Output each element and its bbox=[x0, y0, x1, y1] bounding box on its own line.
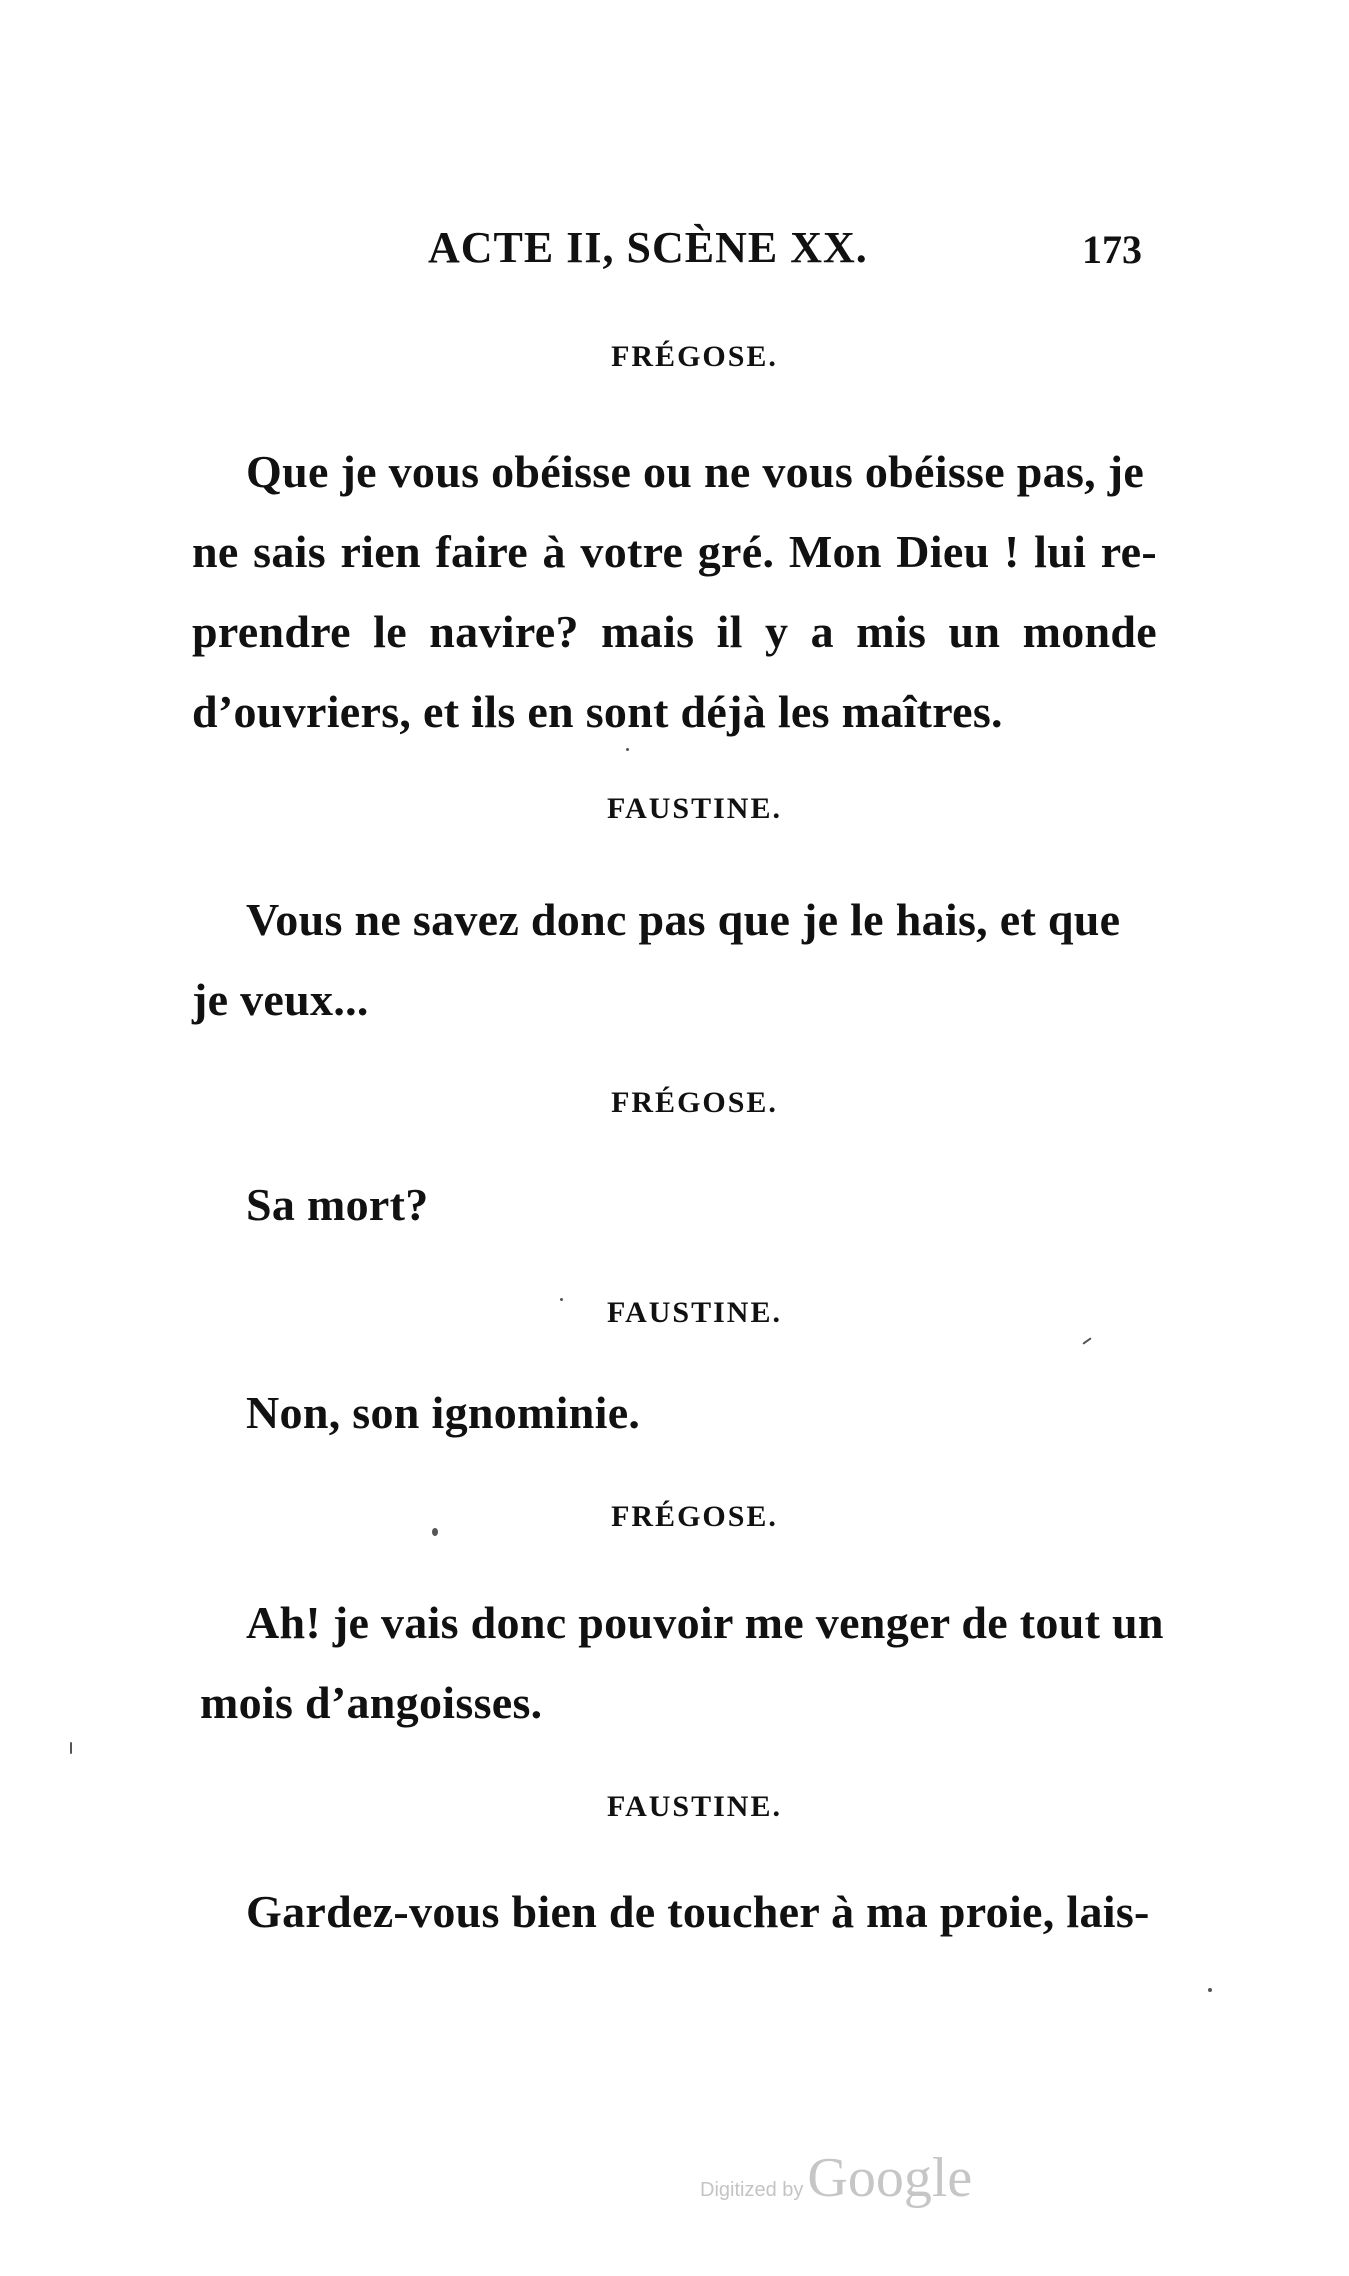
dialogue-line: Non, son ignominie. bbox=[246, 1387, 641, 1438]
speaker-name: FAUSTINE. bbox=[607, 1296, 782, 1329]
dialogue-line: mois d’angoisses. bbox=[200, 1677, 543, 1728]
google-logo: Google bbox=[807, 2147, 973, 2209]
dialogue-line: Gardez-vous bien de toucher à ma proie, lais- bbox=[246, 1886, 1150, 1937]
dialogue-line: Ah! je vais donc pouvoir me venger de tout un bbox=[246, 1597, 1164, 1648]
speaker-name: FAUSTINE. bbox=[607, 792, 782, 825]
page-header bbox=[0, 222, 1349, 282]
dialogue-line: je veux... bbox=[192, 974, 369, 1025]
scan-speck bbox=[432, 1528, 438, 1536]
speaker-name: FRÉGOSE. bbox=[611, 340, 778, 373]
scan-speck bbox=[1082, 1337, 1091, 1344]
dialogue-line: Sa mort? bbox=[246, 1179, 429, 1230]
speaker-name: FRÉGOSE. bbox=[611, 1500, 778, 1533]
speaker-name: FAUSTINE. bbox=[607, 1790, 782, 1823]
scan-speck bbox=[70, 1742, 72, 1754]
dialogue-line: prendre le navire? mais il y a mis un monde bbox=[192, 606, 1157, 657]
dialogue-line: Que je vous obéisse ou ne vous obéisse pas, je bbox=[246, 446, 1145, 497]
dialogue-line: Vous ne savez donc pas que je le hais, et que bbox=[246, 894, 1121, 945]
watermark-prefix: Digitized by bbox=[700, 2179, 804, 2201]
dialogue-line: ne sais rien faire à votre gré. Mon Dieu ! lui re- bbox=[192, 526, 1157, 577]
page-number: 173 bbox=[1082, 227, 1142, 272]
dialogue-line: d’ouvriers, et ils en sont déjà les maîtres. bbox=[192, 686, 1003, 737]
scan-speck bbox=[560, 1298, 563, 1301]
digitized-by-google-watermark bbox=[700, 2146, 972, 2210]
running-title: ACTE II, SCÈNE XX. bbox=[428, 223, 868, 272]
speaker-name: FRÉGOSE. bbox=[611, 1086, 778, 1119]
scan-speck bbox=[626, 748, 629, 751]
scan-speck bbox=[1208, 1988, 1212, 1992]
